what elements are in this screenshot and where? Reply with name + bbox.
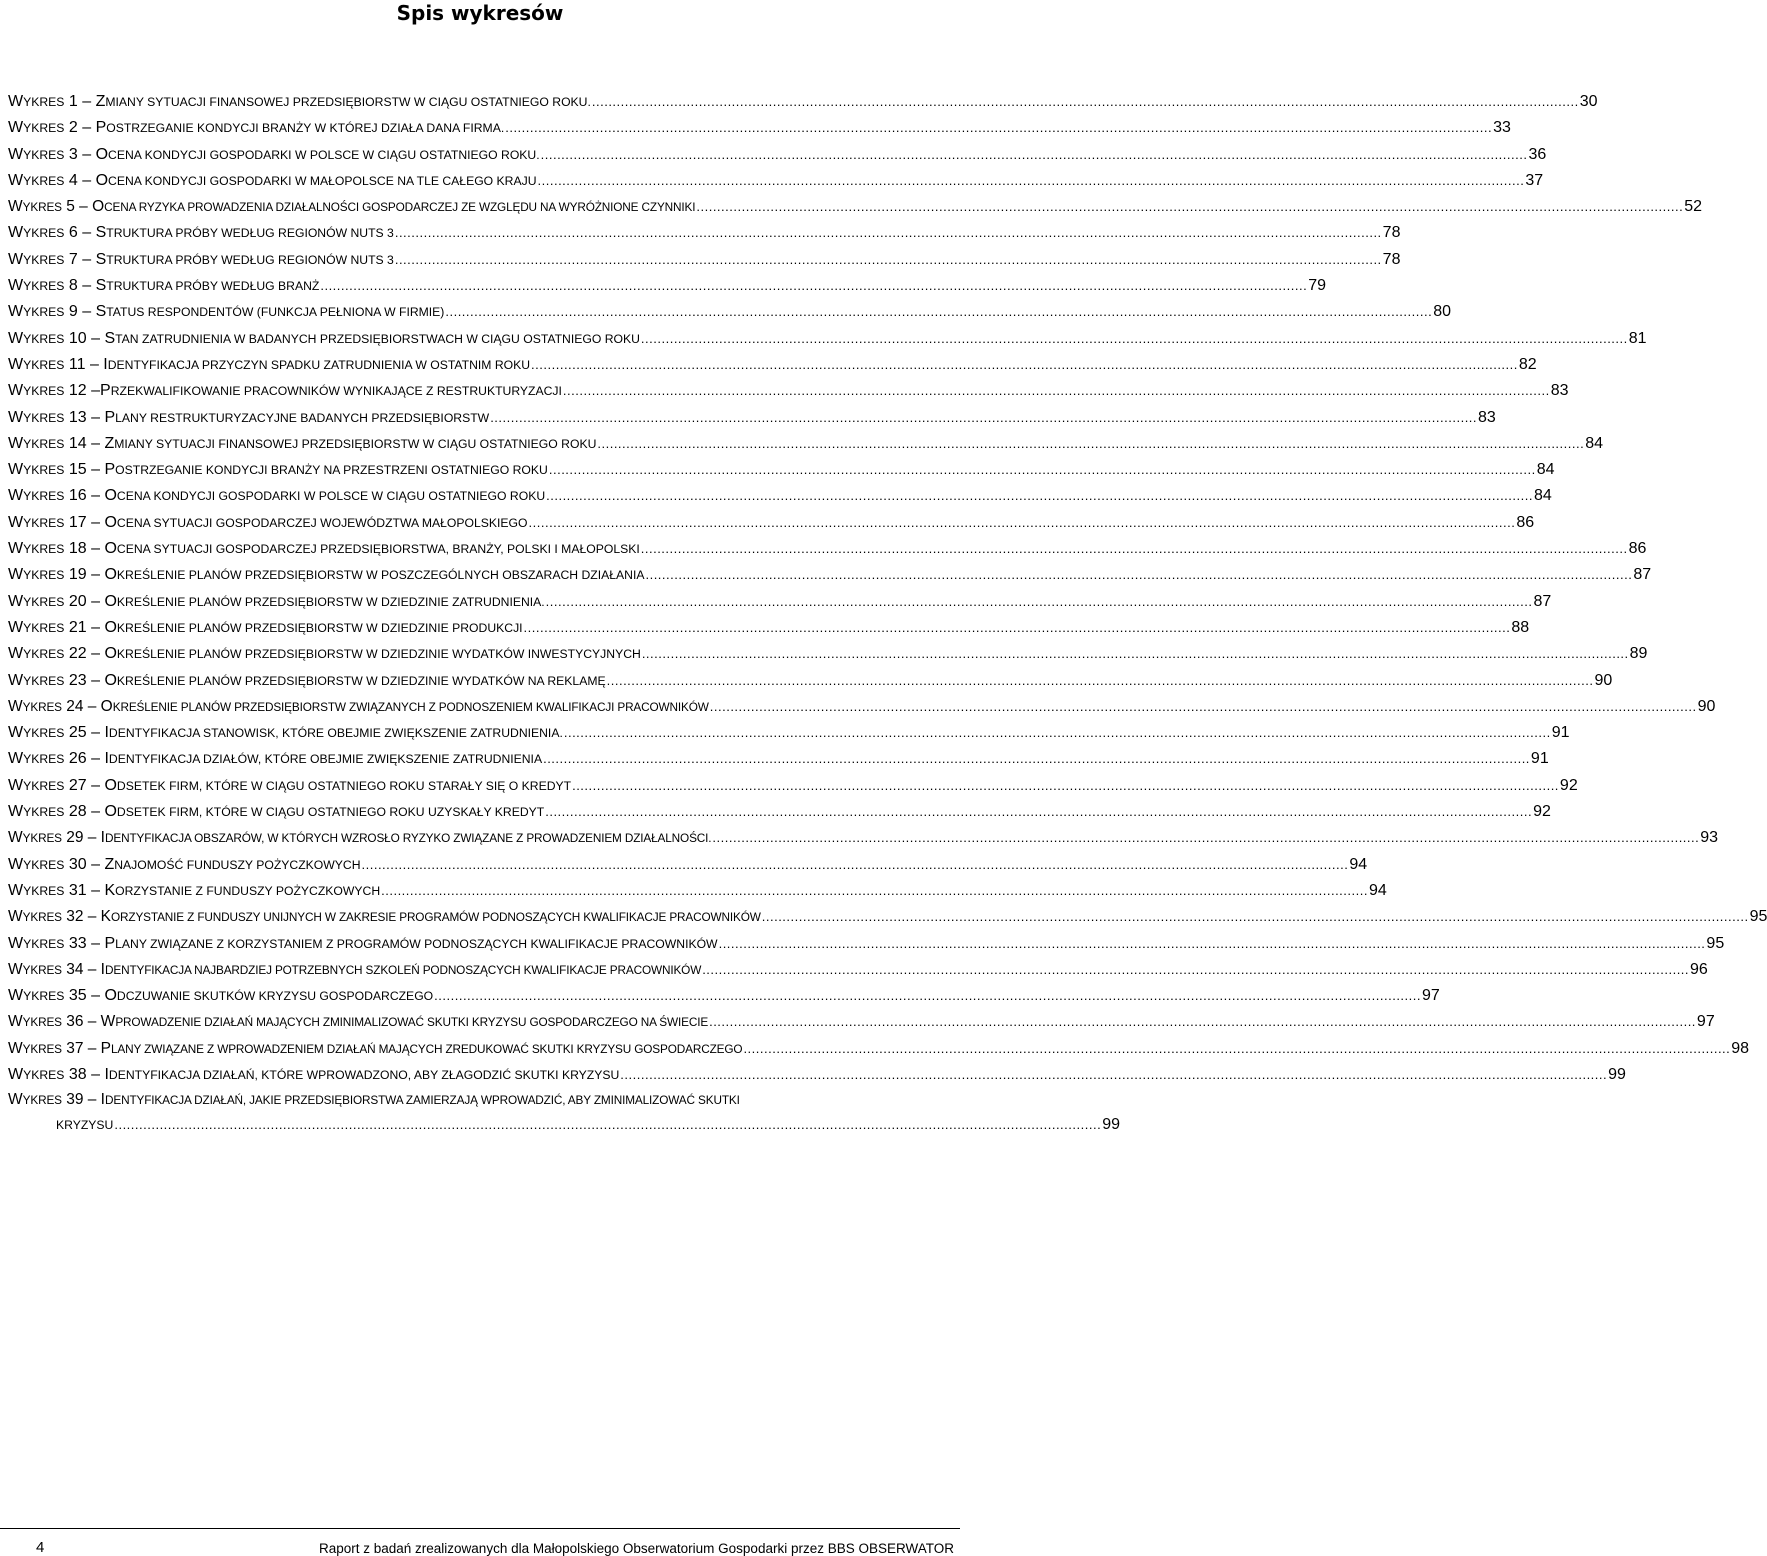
entry-page-number: 92 (1533, 803, 1551, 821)
dot-leader (710, 694, 1697, 720)
entry-label (8, 89, 591, 115)
entry-caption-initial: P (104, 934, 116, 952)
entry-caption-initial: P (100, 1039, 112, 1057)
entry-label (8, 142, 540, 168)
entry-number: WYKRES 5 – (8, 198, 93, 216)
entry-caption-initial: I (104, 724, 109, 742)
entry-label (8, 825, 711, 851)
dot-leader (549, 457, 1536, 483)
entry-label (8, 1009, 708, 1035)
entry-number: WYKRES 12 – (8, 382, 101, 400)
entry-number: WYKRES 37 – (8, 1039, 101, 1057)
entry-label (8, 194, 695, 220)
entry-label (8, 299, 444, 325)
entry-number: WYKRES 24 – (8, 697, 101, 715)
entry-label (8, 852, 361, 878)
entry-number: WYKRES 6 – (8, 224, 96, 242)
entry-caption-rest: DENTYFIKACJA DZIAŁAŃ, KTÓRE WPROWADZONO, ABY ZŁAGODZIĆ SKUTKI KRYZYSU (108, 1067, 620, 1082)
entry-page-number: 52 (1684, 198, 1703, 216)
entry-page-number: 83 (1550, 382, 1569, 400)
entry-page-number: 86 (1516, 513, 1535, 531)
entry-page-number: 94 (1349, 855, 1368, 873)
entry-page-number: 78 (1382, 224, 1401, 242)
dot-leader (719, 931, 1706, 957)
entry-caption-rest: ORZYSTANIE Z FUNDUSZY UNIJNYCH W ZAKRESIE PROGRAMÓW PODNOSZĄCYCH KWALIFIKACJE PRACOWNIKÓW (111, 910, 761, 925)
entry-label (8, 589, 545, 615)
entry-caption-rest: KREŚLENIE PLANÓW PRZEDSIĘBIORSTW W DZIEDZINIE PRODUKCJI (116, 620, 523, 635)
entry-caption-rest: DENTYFIKACJA OBSZARÓW, W KTÓRYCH WZROSŁO RYZYKO ZWIĄZANE Z PROWADZENIEM DZIAŁALNOŚCI. (104, 831, 712, 846)
entry-label (8, 904, 761, 930)
dot-leader (395, 220, 1382, 246)
entry-label (8, 615, 523, 641)
entry-caption-initial: Z (104, 855, 115, 873)
toc-entry[interactable] (8, 983, 1440, 1009)
dot-leader (490, 405, 1477, 431)
entry-page-number: 92 (1559, 776, 1578, 794)
entry-caption-rest: KRYZYSU (56, 1118, 114, 1133)
entry-caption-rest: MIANY SYTUACJI FINANSOWEJ PRZEDSIĘBIORSTW W CIĄGU OSTATNIEGO ROKU. (105, 95, 591, 109)
entry-caption-rest: ORZYSTANIE Z FUNDUSZY POŻYCZKOWYCH (115, 883, 381, 898)
toc-entry[interactable] (8, 89, 1598, 115)
footer-page-number: 4 (36, 1539, 45, 1556)
toc-entry[interactable] (8, 931, 1725, 957)
entry-number: WYKRES 36 – (8, 1013, 101, 1031)
entry-caption-rest: DENTYFIKACJA NAJBARDZIEJ POTRZEBNYCH SZKOLEŃ PODNOSZĄCYCH KWALIFIKACJE PRACOWNIKÓW (104, 962, 702, 977)
toc-entry[interactable] (8, 405, 1496, 431)
entry-label (8, 694, 709, 720)
entry-number: WYKRES 14 – (8, 434, 105, 452)
entry-caption-rest: DENTYFIKACJA STANOWISK, KTÓRE OBEJMIE ZWIĘKSZENIE ZATRUDNIENIA. (108, 726, 563, 741)
toc-entry[interactable] (8, 720, 1570, 746)
dot-leader (620, 1062, 1607, 1088)
entry-label (8, 878, 380, 904)
entry-caption-initial: O (104, 776, 117, 794)
entry-label (8, 326, 640, 352)
entry-number: WYKRES 7 – (8, 250, 96, 268)
entry-caption-rest: NAJOMOŚĆ FUNDUSZY POŻYCZKOWYCH (114, 857, 361, 872)
entry-label (8, 378, 562, 404)
entry-page-number: 99 (1608, 1065, 1626, 1083)
entry-caption-initial: P (100, 382, 111, 400)
entry-number: WYKRES 1 – (8, 93, 96, 110)
entry-caption-initial: S (95, 224, 107, 242)
entry-page-number: 78 (1382, 250, 1401, 268)
entry-caption-initial: O (104, 671, 117, 689)
dot-leader (381, 878, 1368, 904)
table-of-figures (8, 89, 1767, 1139)
dot-leader (762, 904, 1749, 930)
dot-leader (541, 142, 1528, 168)
entry-page-number: 91 (1530, 750, 1549, 768)
entry-caption-initial: Z (95, 93, 106, 110)
toc-entry[interactable] (8, 1062, 1626, 1088)
entry-caption-initial: I (100, 1091, 105, 1109)
entry-label (8, 273, 319, 299)
entry-caption-initial: O (92, 198, 105, 216)
dot-leader (505, 115, 1492, 141)
entry-caption-initial: K (104, 881, 116, 899)
entry-number: WYKRES 28 – (8, 803, 105, 821)
entry-label (8, 1062, 619, 1088)
entry-page-number: 98 (1731, 1039, 1750, 1057)
entry-page-number: 80 (1433, 303, 1451, 321)
entry-caption-rest: CENA KONDYCJI GOSPODARKI W POLSCE W CIĄGU OSTATNIEGO ROKU. (108, 147, 540, 162)
entry-page-number: 95 (1706, 934, 1725, 952)
entry-page-number: 88 (1511, 618, 1530, 636)
dot-leader (702, 957, 1689, 983)
entry-label (8, 1036, 742, 1062)
entry-number: WYKRES 13 – (8, 408, 105, 426)
entry-label (8, 746, 542, 772)
entry-page-number: 93 (1700, 829, 1719, 847)
entry-caption-rest: TRUKTURA PRÓBY WEDŁUG BRANŻ (106, 279, 320, 294)
entry-caption-rest: DCZUWANIE SKUTKÓW KRYZYSU GOSPODARCZEGO (116, 989, 434, 1004)
entry-label (8, 931, 718, 957)
dot-leader (362, 852, 1349, 878)
entry-label (8, 983, 433, 1009)
entry-caption-initial: S (95, 303, 107, 321)
entry-caption-rest: DSETEK FIRM, KTÓRE W CIĄGU OSTATNIEGO ROKU STARAŁY SIĘ O KREDYT (116, 778, 572, 793)
toc-entry[interactable] (8, 773, 1578, 799)
entry-label (8, 220, 394, 246)
entry-caption-initial: K (100, 908, 112, 926)
entry-label (8, 957, 701, 983)
entry-caption-initial: I (100, 960, 105, 978)
entry-caption-initial: S (95, 277, 107, 295)
entry-caption-rest: TATUS RESPONDENTÓW (FUNKCJA PEŁNIONA W FIRMIE) (106, 305, 445, 320)
entry-caption-rest: DENTYFIKACJA PRZYCZYN SPADKU ZATRUDNIENIA W OSTATNIM ROKU (107, 357, 531, 372)
entry-label (8, 115, 504, 141)
entry-caption-initial: O (104, 803, 117, 821)
dot-leader (524, 615, 1511, 641)
dot-leader (320, 273, 1307, 299)
dot-leader (709, 1009, 1696, 1035)
entry-caption-initial: W (100, 1013, 116, 1031)
entry-caption-rest: PROWADZENIE DZIAŁAŃ MAJĄCYCH ZMINIMALIZOWAĆ SKUTKI KRYZYSU GOSPODARCZEGO NA ŚWIECIE (115, 1015, 709, 1030)
toc-entry[interactable] (8, 694, 1716, 720)
dot-leader (434, 983, 1421, 1009)
toc-entry[interactable] (8, 115, 1511, 141)
toc-entry[interactable] (8, 457, 1555, 483)
entry-page-number: 36 (1528, 145, 1547, 163)
toc-entry[interactable] (8, 852, 1368, 878)
entry-caption-rest: CENA RYZYKA PROWADZENIA DZIAŁALNOŚCI GOSPODARCZEJ ZE WZGLĘDU NA WYRÓŻNIONE CZYNNIKI (104, 200, 696, 215)
entry-caption-rest: CENA KONDYCJI GOSPODARKI W POLSCE W CIĄGU OSTATNIEGO ROKU (116, 489, 546, 504)
entry-number: WYKRES 22 – (8, 645, 105, 663)
entry-label (8, 405, 489, 431)
toc-entry[interactable] (8, 168, 1544, 194)
toc-entry[interactable] (8, 668, 1613, 694)
entry-caption-rest: KREŚLENIE PLANÓW PRZEDSIĘBIORSTW ZWIĄZANYCH Z PODNOSZENIEM KWALIFIKACJI PRACOWNIKÓW (112, 699, 709, 714)
entry-label (8, 1088, 740, 1112)
entry-caption-rest: OSTRZEGANIE KONDYCJI BRANŻY W KTÓREJ DZIAŁA DANA FIRMA. (106, 121, 505, 136)
toc-entry[interactable] (8, 378, 1569, 404)
entry-label (8, 431, 596, 457)
entry-label (8, 668, 606, 694)
toc-entry[interactable] (8, 904, 1767, 930)
entry-caption-initial: O (100, 697, 113, 715)
entry-label (8, 352, 530, 378)
entry-number: WYKRES 20 – (8, 592, 105, 610)
entry-page-number: 30 (1579, 93, 1598, 110)
entry-caption-rest: LANY RESTRUKTURYZACYJNE BADANYCH PRZEDSIĘBIORSTW (115, 410, 490, 425)
dot-leader (543, 746, 1530, 772)
entry-page-number: 83 (1478, 408, 1496, 426)
entry-number: WYKRES 8 – (8, 277, 96, 295)
dot-leader (114, 1112, 1101, 1138)
entry-number: WYKRES 25 – (8, 724, 105, 742)
entry-number: WYKRES 9 – (8, 303, 96, 321)
entry-number: WYKRES 4 – (8, 171, 96, 189)
entry-page-number: 90 (1697, 697, 1716, 715)
entry-page-number: 37 (1525, 171, 1544, 189)
entry-number: WYKRES 38 – (8, 1065, 105, 1083)
entry-number: WYKRES 33 – (8, 934, 105, 952)
entry-caption-initial: Z (104, 434, 115, 452)
entry-caption-rest: KREŚLENIE PLANÓW PRZEDSIĘBIORSTW W POSZCZEGÓLNYCH OBSZARACH DZIAŁANIA (116, 568, 645, 583)
dot-leader (641, 326, 1628, 352)
entry-caption-rest: TRUKTURA PRÓBY WEDŁUG REGIONÓW NUTS 3 (106, 226, 394, 241)
entry-label (8, 773, 571, 799)
entry-number: WYKRES 15 – (8, 461, 105, 479)
dot-leader (696, 194, 1683, 220)
toc-entry[interactable] (8, 142, 1547, 168)
entry-caption-initial: O (104, 645, 117, 663)
dot-leader (538, 168, 1525, 194)
entry-page-number: 84 (1585, 434, 1604, 452)
entry-caption-initial: I (104, 750, 109, 768)
toc-entry[interactable] (8, 194, 1703, 220)
entry-label (8, 536, 640, 562)
entry-number: WYKRES 27 – (8, 776, 105, 794)
entry-page-number: 33 (1493, 119, 1511, 137)
entry-caption-rest: DSETEK FIRM, KTÓRE W CIĄGU OSTATNIEGO ROKU UZYSKAŁY KREDYT (116, 805, 545, 820)
entry-caption-initial: S (95, 250, 107, 268)
entry-number: WYKRES 16 – (8, 487, 105, 505)
dot-leader (546, 589, 1533, 615)
entry-page-number: 87 (1633, 566, 1652, 584)
entry-page-number: 79 (1308, 277, 1326, 295)
entry-page-number: 89 (1629, 645, 1648, 663)
entry-number: WYKRES 32 – (8, 908, 101, 926)
entry-caption-rest: KREŚLENIE PLANÓW PRZEDSIĘBIORSTW W DZIEDZINIE WYDATKÓW NA REKLAMĘ (116, 673, 606, 688)
dot-leader (445, 299, 1432, 325)
entry-caption-rest: CENA SYTUACJI GOSPODARCZEJ WOJEWÓDZTWA MAŁOPOLSKIEGO (116, 515, 528, 530)
dot-leader (597, 431, 1584, 457)
toc-entry[interactable] (8, 799, 1551, 825)
dot-leader (529, 510, 1516, 536)
entry-number: WYKRES 2 – (8, 119, 96, 137)
entry-number: WYKRES 29 – (8, 829, 101, 847)
toc-entry[interactable] (8, 326, 1647, 352)
dot-leader (395, 247, 1382, 273)
entry-number: WYKRES 26 – (8, 750, 105, 768)
footer-divider (0, 1528, 960, 1529)
entry-page-number: 95 (1749, 908, 1767, 926)
toc-entry[interactable] (8, 352, 1537, 378)
toc-entry[interactable] (8, 589, 1552, 615)
dot-leader (564, 720, 1551, 746)
entry-label (8, 510, 528, 536)
entry-label (8, 168, 537, 194)
entry-caption-initial: I (104, 1065, 109, 1083)
entry-caption-initial: S (104, 329, 116, 347)
entry-number: WYKRES 18 – (8, 540, 105, 558)
entry-caption-initial: P (95, 119, 107, 137)
dot-leader (572, 773, 1559, 799)
entry-caption-rest: DENTYFIKACJA DZIAŁAŃ, JAKIE PRZEDSIĘBIORSTWA ZAMIERZAJĄ WPROWADZIĆ, ABY ZMINIMALIZOWAĆ SKUTKI (104, 1093, 740, 1108)
entry-caption-initial: O (104, 592, 117, 610)
entry-page-number: 82 (1518, 355, 1537, 373)
dot-leader (645, 562, 1632, 588)
entry-caption-rest: MIANY SYTUACJI FINANSOWEJ PRZEDSIĘBIORSTW W CIĄGU OSTATNIEGO ROKU (114, 436, 597, 451)
entry-caption-initial: O (95, 171, 109, 189)
entry-caption-rest: CENA KONDYCJI GOSPODARKI W MAŁOPOLSCE NA TLE CAŁEGO KRAJU (108, 173, 537, 188)
entry-label (56, 1112, 113, 1138)
toc-entry[interactable] (8, 1009, 1715, 1035)
dot-leader (545, 799, 1532, 825)
dot-leader (546, 483, 1533, 509)
entry-number: WYKRES 21 – (8, 618, 105, 636)
entry-page-number: 94 (1368, 881, 1387, 899)
entry-caption-initial: I (103, 355, 108, 373)
entry-number: WYKRES 11 – (8, 355, 104, 373)
toc-entry[interactable] (8, 247, 1401, 273)
entry-number: WYKRES 39 – (8, 1091, 101, 1109)
toc-entry[interactable] (8, 536, 1647, 562)
toc-entry-continuation[interactable] (8, 1112, 1120, 1138)
dot-leader (712, 825, 1699, 851)
toc-entry[interactable] (8, 483, 1552, 509)
entry-number: WYKRES 10 – (8, 329, 105, 347)
entry-number: WYKRES 17 – (8, 513, 105, 531)
dot-leader (743, 1036, 1730, 1062)
entry-number: WYKRES 34 – (8, 960, 101, 978)
footer-text: Raport z badań zrealizowanych dla Małopolskiego Obserwatorium Gospodarki przez BBS OBSERWATOR (318, 1541, 954, 1556)
toc-entry[interactable] (8, 641, 1648, 667)
toc-entry[interactable] (8, 1088, 938, 1112)
dot-leader (531, 352, 1518, 378)
entry-caption-rest: KREŚLENIE PLANÓW PRZEDSIĘBIORSTW W DZIEDZINIE ZATRUDNIENIA. (116, 594, 545, 609)
entry-label (8, 799, 544, 825)
entry-caption-rest: RZEKWALIFIKOWANIE PRACOWNIKÓW WYNIKAJĄCE Z RESTRUKTURYZACJI (110, 384, 562, 399)
entry-number: WYKRES 3 – (8, 145, 96, 163)
toc-entry[interactable] (8, 299, 1451, 325)
entry-page-number: 99 (1102, 1116, 1120, 1134)
toc-entry[interactable] (8, 878, 1387, 904)
entry-page-number: 87 (1533, 592, 1552, 610)
dot-leader (607, 668, 1594, 694)
entry-caption-rest: CENA SYTUACJI GOSPODARCZEJ PRZEDSIĘBIORSTWA, BRANŻY, POLSKI I MAŁOPOLSKI (116, 542, 640, 557)
entry-caption-initial: O (104, 487, 117, 505)
entry-number: WYKRES 31 – (8, 881, 105, 899)
entry-caption-initial: O (95, 145, 109, 163)
dot-leader (592, 89, 1579, 115)
entry-number: WYKRES 35 – (8, 987, 105, 1005)
entry-page-number: 84 (1536, 461, 1555, 479)
toc-entry[interactable] (8, 1036, 1750, 1062)
entry-number: WYKRES 23 – (8, 671, 105, 689)
dot-leader (642, 641, 1629, 667)
entry-caption-rest: TRUKTURA PRÓBY WEDŁUG REGIONÓW NUTS 3 (106, 252, 394, 267)
entry-caption-initial: O (104, 618, 117, 636)
entry-caption-rest: KREŚLENIE PLANÓW PRZEDSIĘBIORSTW W DZIEDZINIE WYDATKÓW INWESTYCYJNYCH (116, 647, 641, 662)
entry-page-number: 91 (1551, 724, 1570, 742)
entry-page-number: 96 (1690, 960, 1708, 978)
toc-entry[interactable] (8, 562, 1652, 588)
page-title: Spis wykresów (396, 1, 564, 25)
entry-page-number: 81 (1628, 329, 1647, 347)
entry-caption-initial: P (104, 408, 116, 426)
toc-entry[interactable] (8, 220, 1401, 246)
toc-entry[interactable] (8, 510, 1535, 536)
entry-caption-initial: O (104, 513, 117, 531)
entry-caption-initial: O (104, 566, 117, 584)
entry-page-number: 86 (1628, 540, 1647, 558)
entry-label (8, 483, 545, 509)
dot-leader (641, 536, 1628, 562)
entry-caption-initial: P (104, 461, 116, 479)
entry-page-number: 97 (1696, 1013, 1715, 1031)
entry-page-number: 84 (1533, 487, 1552, 505)
entry-number: WYKRES 19 – (8, 566, 105, 584)
toc-entry[interactable] (8, 957, 1708, 983)
entry-caption-rest: TAN ZATRUDNIENIA W BADANYCH PRZEDSIĘBIORSTWACH W CIĄGU OSTATNIEGO ROKU (115, 331, 640, 346)
entry-label (8, 247, 394, 273)
entry-label (8, 457, 548, 483)
toc-entry[interactable] (8, 615, 1530, 641)
entry-caption-rest: DENTYFIKACJA DZIAŁÓW, KTÓRE OBEJMIE ZWIĘKSZENIE ZATRUDNIENIA (108, 752, 543, 767)
entry-label (8, 562, 644, 588)
toc-entry[interactable] (8, 746, 1549, 772)
entry-label (8, 641, 641, 667)
entry-label (8, 720, 563, 746)
toc-entry[interactable] (8, 431, 1604, 457)
entry-page-number: 90 (1594, 671, 1613, 689)
dot-leader (563, 378, 1550, 404)
entry-caption-initial: O (104, 540, 117, 558)
entry-caption-initial: O (104, 987, 117, 1005)
entry-number: WYKRES 30 – (8, 855, 105, 873)
toc-entry[interactable] (8, 273, 1326, 299)
entry-caption-rest: LANY ZWIĄZANE Z WPROWADZENIEM DZIAŁAŃ MAJĄCYCH ZREDUKOWAĆ SKUTKI KRYZYSU GOSPODARCZEGO (111, 1041, 743, 1056)
entry-caption-rest: LANY ZWIĄZANE Z KORZYSTANIEM Z PROGRAMÓW PODNOSZĄCYCH KWALIFIKACJE PRACOWNIKÓW (115, 936, 718, 951)
entry-page-number: 97 (1422, 987, 1440, 1005)
toc-entry[interactable] (8, 825, 1719, 851)
entry-caption-initial: I (100, 829, 105, 847)
entry-caption-rest: OSTRZEGANIE KONDYCJI BRANŻY NA PRZESTRZENI OSTATNIEGO ROKU (115, 463, 548, 478)
